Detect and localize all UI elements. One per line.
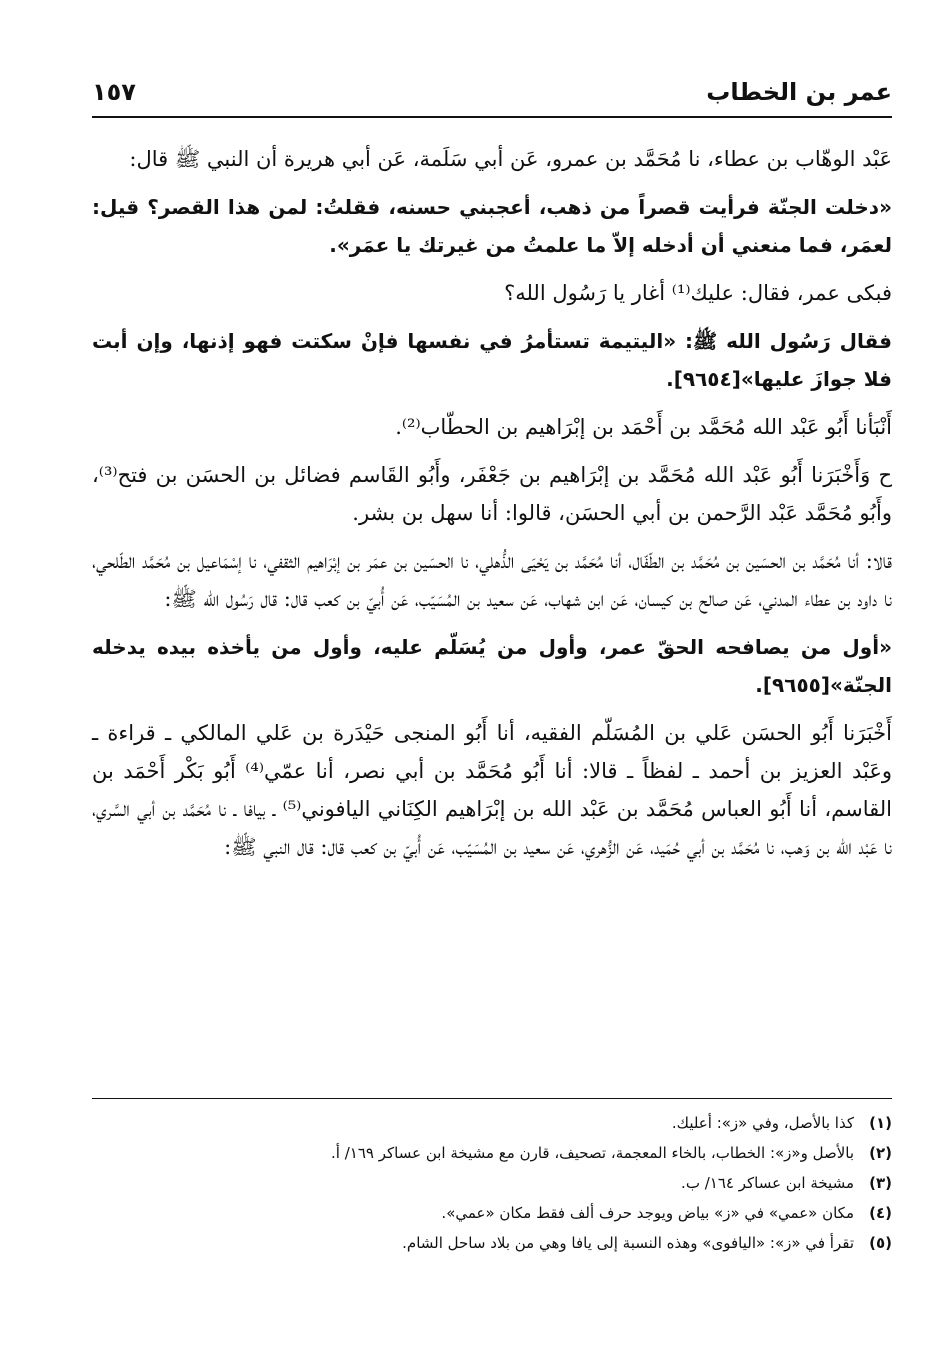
footnote-text: بالأصل و«ز»: الخطاب، بالخاء المعجمة، تصحيف، قارن مع مشيخة ابن عساكر ١٦٩/ أ. — [331, 1144, 854, 1162]
paragraph: أَنْبَأنا أَبُو عَبْد الله مُحَمَّد بن أَحْمَد بن إبْرَاهيم بن الحطّاب⁽²⁾. — [395, 415, 892, 439]
paragraph: فبكى عمر، فقال: عليك⁽¹⁾ أغار يا رَسُول الله؟ — [504, 281, 892, 305]
paragraph: قالا: أنا مُحَمَّد بن الحسَين بن مُحَمَّد بن الطّفّال، أنا مُحَمَّد بن يَحْيَى الذُّهلي، نا الحسَين بن عمَر بن إبْرَاهيم الثقفي، نا إسْمَاعيل بن مُحَمَّد الطّلحي، نا داود بن عطاء المدني، عَن صالح بن كيسان، عَن ابن شهاب، عَن سعيد بن المُسَيّب، عَن أُبيّ بن كعب قال: قال رَسُول الله ﷺ: — [92, 549, 892, 611]
footnote-number: (٣) — [869, 1174, 892, 1192]
footnote — [92, 1168, 892, 1198]
footnote — [92, 1108, 892, 1138]
header-divider — [92, 116, 892, 118]
footnote-number: (١) — [869, 1114, 892, 1132]
footnote-text: مشيخة ابن عساكر ١٦٤/ ب. — [681, 1174, 854, 1192]
footnotes — [92, 1108, 892, 1258]
footnote-text: كذا بالأصل، وفي «ز»: أعليك. — [671, 1114, 854, 1132]
main-text — [92, 140, 892, 876]
paragraph: عَبْد الوهّاب بن عطاء، نا مُحَمَّد بن عمرو، عَن أبي سَلَمة، عَن أبي هريرة أن النبي ﷺ قال: — [129, 147, 892, 171]
footnote-number: (٥) — [869, 1234, 892, 1252]
paragraph: ح وَأَخْبَرَنا أَبُو عَبْد الله مُحَمَّد بن إبْرَاهيم بن جَعْفَر، وأَبُو القَاسم فضائل بن الحسَن بن فتح⁽³⁾، وأَبُو مُحَمَّد عَبْد الرَّحمن بن أبي الحسَن، قالوا: أنا سهل بن بشر. — [92, 463, 892, 525]
footnote-divider — [92, 1098, 892, 1099]
running-title: عمر بن الخطاب — [706, 78, 892, 106]
footnote-text: مكان «عمي» في «ز» بياض ويوجد حرف ألف فقط مكان «عمي». — [441, 1204, 854, 1222]
hadith-text: «أول من يصافحه الحقّ عمر، وأول من يُسَلّم عليه، وأول من يأخذه بيده يدخله الجنّة»[٩٦٥٥]. — [92, 635, 892, 697]
footnote — [92, 1228, 892, 1258]
paragraph: أَخْبَرَنا أَبُو الحسَن عَلي بن المُسَلّم الفقيه، أنا أَبُو المنجى حَيْدَرة بن عَلي المالكي ـ قراءة ـ وعَبْد العزيز بن أحمد ـ لفظاً ـ قالا: أنا أَبُو مُحَمَّد بن أبي نصر، أنا عمّي⁽⁴⁾ أَبُو بَكْر أَحْمَد بن القاسم، أنا أَبُو العباس مُحَمَّد بن عَبْد الله بن إبْرَاهيم الكِنَاني اليافوني⁽⁵⁾ ـ بيافا ـ نا مُحَمَّد بن أبي السَّري، نا عَبْد الله بن وَهب، نا مُحَمَّد بن أبي حُمَيد، عَن الزُّهري، عَن سعيد بن المُسَيّب، عَن أُبيّ بن كعب قال: قال النبي ﷺ: — [92, 721, 892, 859]
footnote-number: (٤) — [869, 1204, 892, 1222]
footnote-number: (٢) — [869, 1144, 892, 1162]
footnote — [92, 1198, 892, 1228]
footnote — [92, 1138, 892, 1168]
page-number: ١٥٧ — [92, 78, 136, 106]
footnote-text: تقرأ في «ز»: «اليافوى» وهذه النسبة إلى يافا وهي من بلاد ساحل الشام. — [402, 1234, 854, 1252]
page-header — [92, 72, 892, 112]
hadith-text: «دخلت الجنّة فرأيت قصراً من ذهب، أعجبني حسنه، فقلتُ: لمن هذا القصر؟ قيل: لعمَر، فما منعني أن أدخله إلاّ ما علمتُ من غيرتك يا عمَر». — [92, 195, 892, 257]
hadith-text: فقال رَسُول الله ﷺ: «اليتيمة تستأمرُ في نفسها فإنْ سكتت فهو إذنها، وإن أبت فلا جوازَ عليها»[٩٦٥٤]. — [92, 329, 892, 391]
